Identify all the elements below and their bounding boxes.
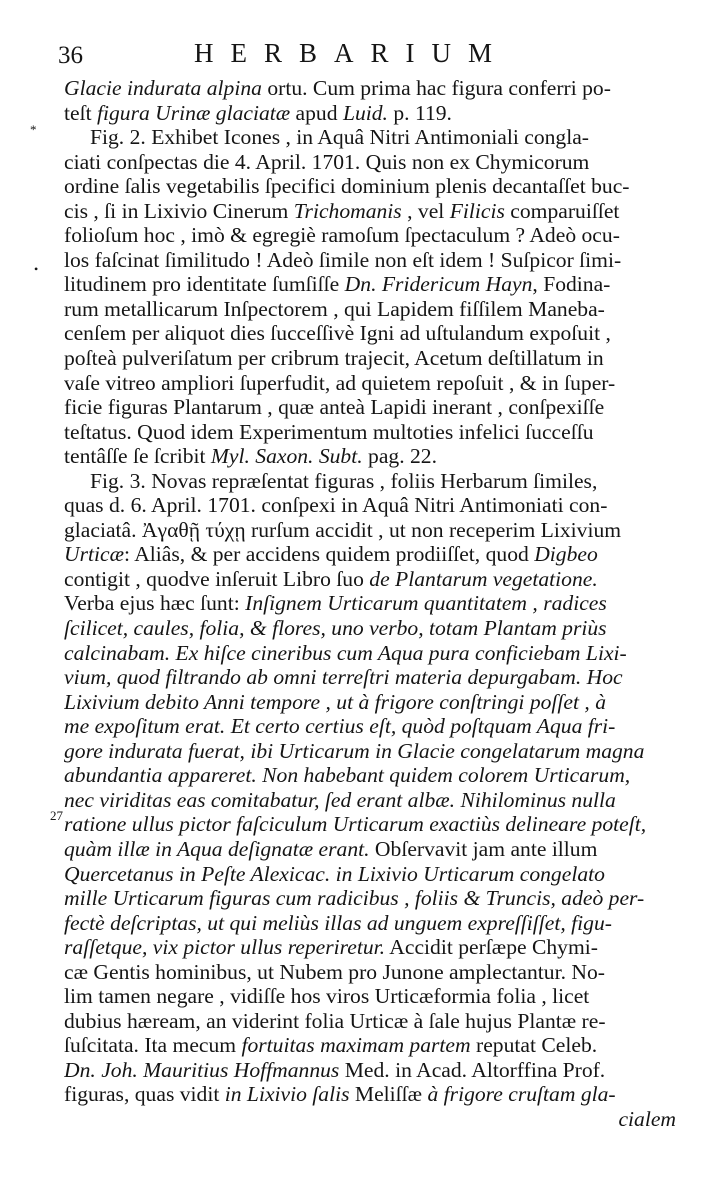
margin-mark-asterisk: * [30,122,37,137]
text-span: Verba ejus hæc ſunt: [64,591,246,616]
text-span: litudinem pro identitate ſumſiſſe [64,272,345,297]
text-span: folioſum hoc , imò & egregiè ramoſum ſpectaculum ? Adeò ocu- [64,223,620,248]
text-line [64,911,676,936]
italic-span: Glacie indurata alpina [64,76,262,100]
italic-span: mille Urticarum figuras cum radicibus , foliis & Truncis, adeò per- [64,886,645,911]
text-line [64,935,676,960]
text-line [64,493,676,518]
page-number: 36 [58,42,83,69]
margin-note-number: 27 [50,808,63,823]
body-text [64,76,676,1132]
italic-span: Filicis [449,198,505,223]
text-span: rum metallicarum Inſpectorem , qui Lapidem fiſſilem Maneba- [64,296,605,321]
text-span: glaciatâ. Ἀγαθῇ τύχῃ rurſum accidit , ut non receperim Lixivium [64,517,622,542]
text-span: cenſem per aliquot dies ſucceſſivè Igni ad uſtulandum expoſuit , [64,321,611,346]
italic-span: figura Urinæ glaciatæ [96,100,291,125]
text-line [64,665,676,690]
text-line [64,346,676,371]
text-line [64,862,676,887]
text-span: teſtatus. Quod idem Experimentum multoties infelici ſucceſſu [64,419,594,444]
italic-span: raſſetque, vix pictor ullus reperiretur. [64,935,386,960]
text-span: figuras, quas vidit [64,1082,225,1107]
text-span: cis , ſi in Lixivio Cinerum [64,198,294,223]
italic-span: Trichomanis [293,198,402,223]
italic-span: Myl. Saxon. Subt. [210,444,363,469]
text-line [64,1058,676,1083]
italic-span: fectè deſcriptas, ut qui meliùs illas ad unguem expreſſiſſet, figu- [64,910,612,935]
text-line [64,641,676,666]
text-line [64,984,676,1009]
italic-span: quàm illæ in Aqua deſignatæ erant. [64,836,370,861]
text-span: ortu. Cum prima hac figura conferri po- [261,76,611,100]
text-line [64,76,676,101]
text-line [64,960,676,985]
text-line [64,150,676,175]
text-span: lim tamen negare , vidiſſe hos viros Urticæformia folia , licet [64,984,590,1009]
text-span: cæ Gentis hominibus, ut Nubem pro Junone amplectantur. No- [64,959,605,984]
text-line [64,763,676,788]
text-line [64,567,676,592]
text-line [64,788,676,813]
italic-span: cialem [618,1106,676,1131]
italic-span: in Lixivio ſalis [224,1082,350,1107]
text-line [64,690,676,715]
italic-span: à frigore cruſtam gla- [427,1082,616,1107]
margin-mark-dot: • [34,262,39,276]
italic-span: de Plantarum vegetatione. [369,566,598,591]
running-header [58,38,678,70]
text-span: ordine ſalis vegetabilis ſpecifici dominium plenis decantaſſet buc- [64,174,630,199]
italic-span: Inſignem Urticarum quantitatem , radices [245,591,607,616]
text-span: Accidit perſæpe Chymi- [385,935,598,960]
text-span: Med. in Acad. Altorffina Prof. [339,1057,606,1082]
text-span: ciati conſpectas die 4. April. 1701. Quis non ex Chymicorum [64,149,590,174]
text-span: ficie figuras Plantarum , quæ anteà Lapidi inerant , conſpexiſſe [64,395,605,420]
running-title: HERBARIUM [194,38,510,68]
text-span: tentâſſe ſe ſcribit [64,444,211,469]
text-span: apud [290,100,343,125]
text-line [64,469,676,494]
italic-span: ratione ullus pictor faſciculum Urticarum exactiùs delineare poteſt, [64,812,647,837]
text-line [64,1009,676,1034]
text-line [64,886,676,911]
text-line [64,542,676,567]
text-span: Meliſſæ [349,1082,428,1107]
text-line [64,272,676,297]
text-span: Obſervavit jam ante illum [369,836,598,861]
italic-span: Dn. Fridericum Hayn [344,272,533,297]
text-line [64,1082,676,1107]
text-span: quas d. 6. April. 1701. conſpexi in Aquâ Nitri Antimoniati con- [64,493,608,518]
italic-span: Quercetanus in Peſte Alexicac. in Lixivio Urticarum congelato [64,861,605,886]
text-span: teſt [64,100,97,125]
text-span: Fig. 3. Novas repræſentat figuras , foliis Herbarum ſimiles, [90,468,598,493]
text-line [64,248,676,273]
text-span: : Aliâs, & per accidens quidem prodiiſſet, quod [123,542,535,567]
italic-span: me expoſitum erat. Et certo certius eſt, quòd poſtquam Aqua fri- [64,714,616,739]
text-line [64,812,676,837]
italic-span: Digbeo [534,542,598,567]
text-line [64,837,676,862]
text-line [64,297,676,322]
italic-span: fortuitas maximam partem [241,1033,471,1058]
italic-span: Luid. [342,100,388,125]
italic-span: gore indurata fuerat, ibi Urticarum in Glacie congelatarum magna [64,738,645,763]
text-line [64,371,676,396]
italic-span: vium, quod filtrando ab omni terreſtri materia depurgabam. Hoc [64,665,623,690]
text-line [64,174,676,199]
italic-span: Urticæ [64,542,124,567]
text-span: vaſe vitreo ampliori ſuperfudit, ad quietem repoſuit , & in ſuper- [64,370,616,395]
text-line [64,616,676,641]
text-line [64,125,676,150]
text-span: los faſcinat ſimilitudo ! Adeò ſimile non eſt idem ! Suſpicor ſimi- [64,247,622,272]
text-line [64,395,676,420]
text-span: pag. 22. [362,444,438,469]
text-line [64,518,676,543]
text-span: p. 119. [387,100,452,125]
text-line [64,101,676,126]
text-span: reputat Celeb. [470,1033,598,1058]
italic-span: abundantia appareret. Non habebant quidem colorem Urticarum, [64,763,631,788]
text-line [64,1033,676,1058]
text-span: ſuſcitata. Ita mecum [64,1033,242,1058]
italic-span: ſcilicet, caules, folia, & flores, uno verbo, totam Plantam priùs [64,616,607,641]
text-span: , vel [401,198,450,223]
text-line [64,1107,676,1132]
text-line [64,321,676,346]
italic-span: Dn. Joh. Mauritius Hoffmannus [64,1057,340,1082]
italic-span: calcinabam. Ex hiſce cineribus cum Aqua pura conficiebam Lixi- [64,640,627,665]
italic-span: nec viriditas eas comitabatur, ſed erant albæ. Nihilominus nulla [64,787,616,812]
text-span: contigit , quodve inſeruit Libro ſuo [64,566,370,591]
text-line [64,714,676,739]
italic-span: Lixivium debito Anni tempore , ut à frigore conſtringi poſſet , à [64,689,606,714]
text-span: dubius hæream, an viderint folia Urticæ à ſale hujus Plantæ re- [64,1008,606,1033]
text-span: , Fodina- [532,272,611,297]
text-line [64,199,676,224]
text-span: Fig. 2. Exhibet Icones , in Aquâ Nitri Antimoniali congla- [90,125,589,150]
text-line [64,420,676,445]
text-span: comparuiſſet [504,198,620,223]
text-line [64,223,676,248]
text-line [64,739,676,764]
text-span: poſteà pulveriſatum per cribrum trajecit, Acetum deſtillatum in [64,346,604,371]
text-line [64,444,676,469]
text-line [64,591,676,616]
